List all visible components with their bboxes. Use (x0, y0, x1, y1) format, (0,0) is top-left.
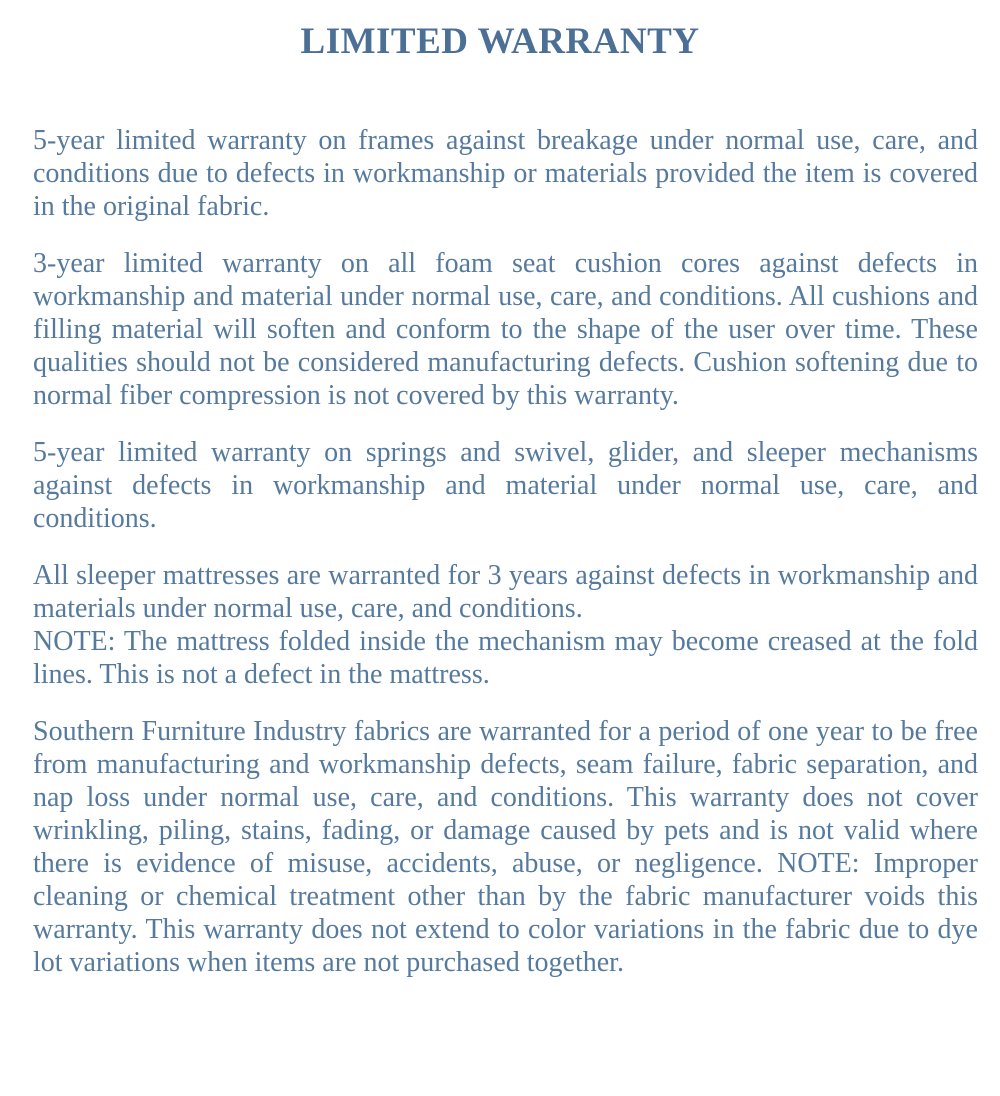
warranty-paragraph-springs-mechanisms: 5-year limited warranty on springs and swivel, glider, and sleeper mechanisms against defects in workmanship and material under normal use, care, and conditions. (33, 437, 978, 534)
warranty-paragraph-frames: 5-year limited warranty on frames against breakage under normal use, care, and conditions due to defects in workmanship or materials provided the item is covered in the original fabric. (33, 125, 978, 222)
warranty-paragraph-fabrics: Southern Furniture Industry fabrics are warranted for a period of one year to be free from manufacturing and workmanship defects, seam failure, fabric separation, and nap loss under normal use, care, and conditions. This warranty does not cover wrinkling, piling, stains, fading, or damage caused by pets and is not valid where there is evidence of misuse, accidents, abuse, or negligence. NOTE: Improper cleaning or chemical treatment other than by the fabric manufacturer voids this warranty. This warranty does not extend to color variations in the fabric due to dye lot variations when items are not purchased together. (33, 716, 978, 978)
warranty-note-mattress-crease: NOTE: The mattress folded inside the mechanism may become creased at the fold lines. This is not a defect in the mattress. (33, 626, 978, 690)
page-title: LIMITED WARRANTY (300, 21, 700, 62)
warranty-paragraph-sleeper-mattresses: All sleeper mattresses are warranted for 3 years against defects in workmanship and materials under normal use, care, and conditions. (33, 560, 978, 624)
warranty-paragraph-foam-cushions: 3-year limited warranty on all foam seat cushion cores against defects in workmanship and material under normal use, care, and conditions. All cushions and filling material will soften and conform to the shape of the user over time. These qualities should not be considered manufacturing defects. Cushion softening due to normal fiber compression is not covered by this warranty. (33, 248, 978, 411)
